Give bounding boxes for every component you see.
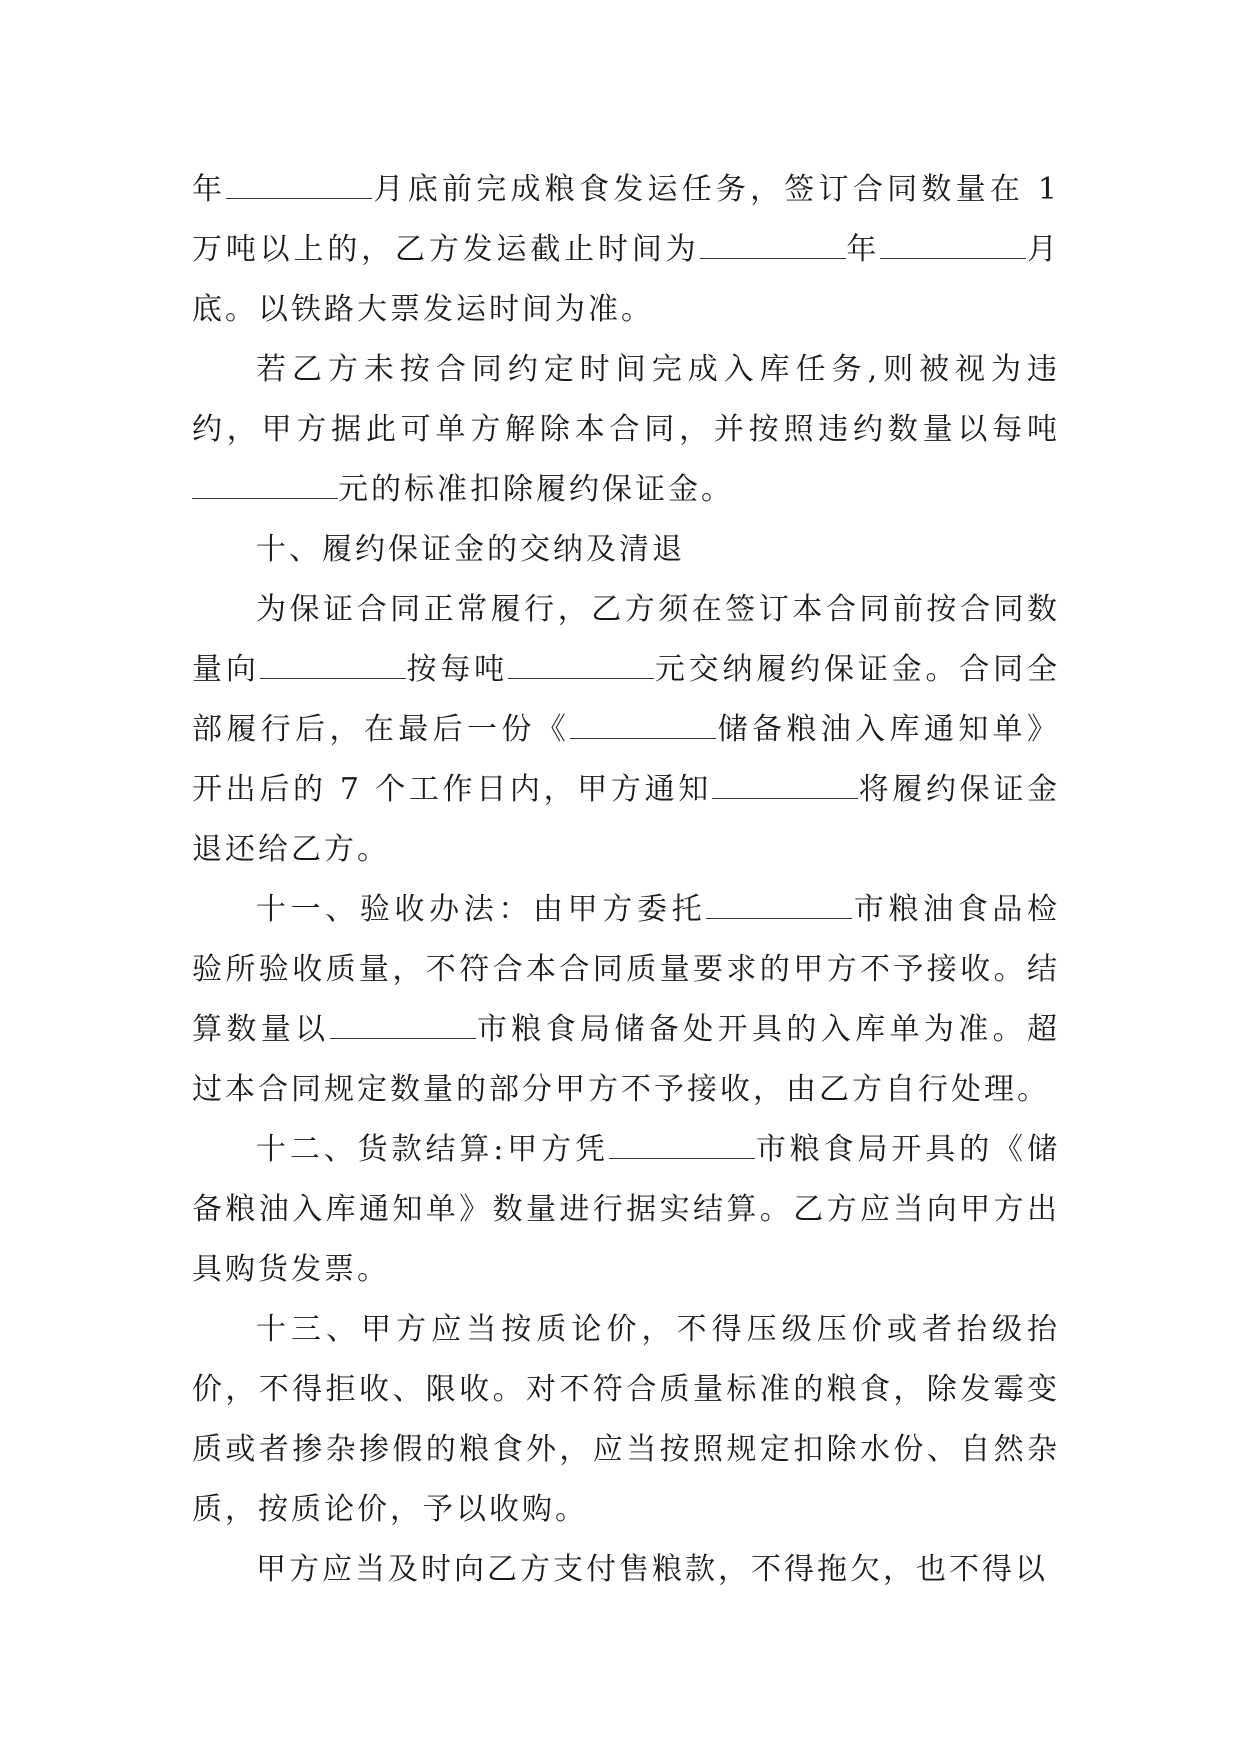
paragraph-text: 按每吨: [405, 652, 509, 687]
fill-in-blank: [330, 1010, 476, 1039]
paragraph-text: 将履约保证金退还给乙方。: [192, 772, 1060, 867]
paragraph: [192, 880, 1060, 1120]
paragraph-text: 元的标准扣除履约保证金。: [338, 472, 734, 507]
fill-in-blank: [192, 470, 338, 499]
paragraph-text: 为保证合同正常履行，乙方须在签订本合同前按合同数量向: [192, 592, 1060, 687]
paragraph-text: 年: [845, 232, 881, 267]
paragraph-text: 十一、验收办法：由甲方委托: [256, 892, 707, 927]
paragraph-text: 市粮油食品检验所验收质量，不符合本合同质量要求的甲方不予接收。结算数量以: [192, 892, 1061, 1047]
paragraph: [192, 340, 1060, 520]
fill-in-blank: [712, 770, 858, 799]
fill-in-blank: [226, 170, 372, 199]
paragraph-text: 十三、甲方应当按质论价，不得压级压价或者抬级抬价，不得拒收、限收。对不符合质量标准的粮食，除发霉变质或者掺杂掺假的粮食外，应当按照规定扣除水份、自然杂质，按质论价，予以收购。: [192, 1312, 1060, 1527]
paragraph-text: 年: [192, 172, 227, 207]
paragraph: [192, 520, 1060, 580]
paragraph: [192, 1540, 1060, 1600]
paragraph-text: 市粮食局储备处开具的入库单为准。超过本合同规定数量的部分甲方不予接收，由乙方自行处理。: [192, 1012, 1061, 1107]
paragraph-text: 元交纳履约保证金。合同全部履行后，在最后一份《: [192, 652, 1061, 747]
paragraph-text: 十、履约保证金的交纳及清退: [256, 532, 685, 567]
fill-in-blank: [508, 650, 654, 679]
fill-in-blank: [570, 710, 716, 739]
document-body: [192, 160, 1060, 1600]
fill-in-blank: [700, 230, 846, 259]
paragraph-text: 市粮食局开具的《储备粮油入库通知单》数量进行据实结算。乙方应当向甲方出具购货发票。: [192, 1132, 1061, 1287]
paragraph-text: 储备粮油入库通知单》开出后的 7 个工作日内，甲方通知: [192, 712, 1061, 807]
paragraph-text: 甲方应当及时向乙方支付售粮款，不得拖欠，也不得以: [256, 1552, 1048, 1587]
fill-in-blank: [609, 1130, 755, 1159]
paragraph-text: 若乙方未按合同约定时间完成入库任务,则被视为违约，甲方据此可单方解除本合同，并按照违约数量以每吨: [192, 352, 1060, 447]
paragraph-text: 十二、货款结算:甲方凭: [256, 1132, 609, 1167]
fill-in-blank: [880, 230, 1026, 259]
paragraph-text: 月底。以铁路大票发运时间为准。: [192, 232, 1061, 327]
paragraph: [192, 160, 1060, 340]
fill-in-blank: [706, 890, 852, 919]
paragraph: [192, 1120, 1060, 1300]
document-page: [192, 160, 1060, 1600]
fill-in-blank: [260, 650, 406, 679]
paragraph: [192, 1300, 1060, 1540]
paragraph: [192, 580, 1060, 880]
paragraph-text: 月底前完成粮食发运任务，签订合同数量在 1 万吨以上的，乙方发运截止时间为: [192, 172, 1061, 267]
